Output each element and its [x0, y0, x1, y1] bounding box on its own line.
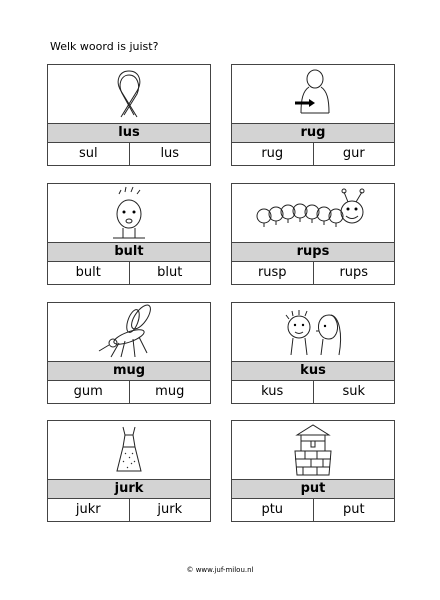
mosquito-icon — [48, 303, 210, 361]
choice-left[interactable]: bult — [48, 262, 130, 284]
word-card-lus — [47, 64, 211, 166]
choice-right[interactable]: suk — [342, 384, 366, 399]
word-card-jurk — [47, 420, 211, 522]
target-word: bult — [48, 242, 210, 262]
word-card-kus — [231, 302, 395, 404]
back-arrow-icon — [232, 65, 394, 123]
choice-left[interactable]: rusp — [232, 262, 314, 284]
target-word: put — [232, 479, 394, 499]
choice-left[interactable]: ptu — [232, 499, 314, 521]
target-word: rug — [232, 123, 394, 143]
choice-left[interactable]: jukr — [48, 499, 130, 521]
head-bump-icon — [48, 184, 210, 242]
well-icon — [232, 421, 394, 479]
choice-left[interactable]: sul — [48, 143, 130, 165]
choice-right[interactable]: blut — [157, 265, 183, 280]
word-card-mug — [47, 302, 211, 404]
target-word: kus — [232, 361, 394, 381]
target-word: mug — [48, 361, 210, 381]
kiss-icon — [232, 303, 394, 361]
caterpillar-icon — [232, 184, 394, 242]
choice-right[interactable]: rups — [339, 265, 369, 280]
word-card-rug — [231, 64, 395, 166]
page-title: Welk woord is juist? — [50, 40, 159, 53]
choice-right[interactable]: lus — [160, 146, 180, 161]
choice-left[interactable]: rug — [232, 143, 314, 165]
word-card-bult — [47, 183, 211, 285]
word-card-put — [231, 420, 395, 522]
ribbon-loop-icon — [48, 65, 210, 123]
choice-right[interactable]: mug — [155, 384, 185, 399]
choice-left[interactable]: kus — [232, 381, 314, 403]
dress-icon — [48, 421, 210, 479]
choice-right[interactable]: put — [342, 502, 365, 517]
word-card-rups — [231, 183, 395, 285]
choice-right[interactable]: jurk — [157, 502, 183, 517]
choice-left[interactable]: gum — [48, 381, 130, 403]
footer-copyright: © www.juf-milou.nl — [186, 566, 254, 574]
choice-right[interactable]: gur — [342, 146, 365, 161]
target-word: jurk — [48, 479, 210, 499]
target-word: lus — [48, 123, 210, 143]
target-word: rups — [232, 242, 394, 262]
